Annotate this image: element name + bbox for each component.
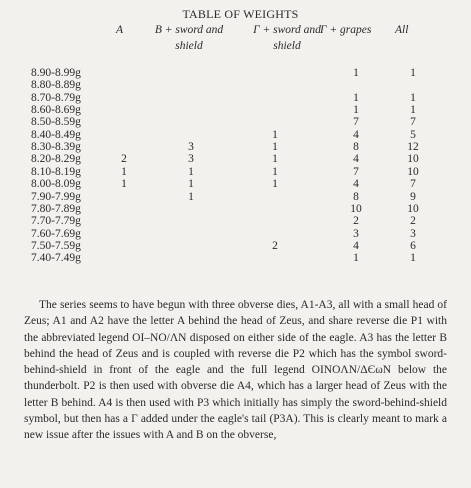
weight-label: 7.60-7.69g [31, 227, 81, 240]
table-cell-a: 1 [121, 165, 127, 178]
table-cell-b: 1 [188, 178, 194, 191]
table-cell-gg: 10 [350, 202, 362, 215]
table-cell-gs: 1 [272, 178, 278, 191]
table-cell-gg: 1 [353, 67, 359, 79]
weight-label: 8.60-8.69g [31, 104, 81, 117]
table-cell-all: 10 [407, 202, 419, 215]
column-header-line2: shield [273, 40, 301, 52]
table-cell-gs: 1 [272, 153, 278, 166]
table-cell-all: 10 [407, 153, 419, 166]
table-cell-all: 7 [410, 178, 416, 191]
table-cell-gg: 8 [353, 141, 359, 154]
weight-label: 8.80-8.89g [31, 79, 81, 92]
weight-label: 7.40-7.49g [31, 252, 81, 265]
column-header-all: All [395, 24, 409, 36]
weight-label: 7.50-7.59g [31, 239, 81, 252]
table-cell-all: 3 [410, 227, 416, 240]
table-cell-all: 1 [410, 91, 416, 104]
table-cell-all: 5 [410, 128, 416, 141]
column-header-a: A [116, 24, 124, 36]
table-cell-gg: 3 [353, 227, 359, 240]
table-cell-gs: 1 [272, 141, 278, 154]
column-header-line2: shield [175, 40, 203, 52]
table-cell-gg: 8 [353, 190, 359, 203]
weight-label: 8.90-8.99g [31, 67, 81, 79]
table-cell-b: 1 [188, 165, 194, 178]
table-cell-gg: 4 [353, 153, 359, 166]
table-cell-a: 1 [121, 178, 127, 191]
column-header-b-sword-shield [140, 22, 238, 54]
table-cell-gs: 1 [272, 165, 278, 178]
table-cell-all: 9 [410, 190, 416, 203]
table-cell-b: 3 [188, 153, 194, 166]
column-header-gamma-grapes: Γ + grapes [320, 24, 372, 36]
table-cell-gg: 7 [353, 165, 359, 178]
table-cell-gg: 1 [353, 91, 359, 104]
paragraph-text: The series seems to have begun with three obverse dies, A1-A3, all with a small head of Zeus; A1 and A2 have the letter A behind the head of Zeus, and share reverse die P1 with the abbreviated legend OI–NO/ΛN disposed on either side of the eagle. A3 has the letter B behind the head of Zeus and is coupled with reverse die P2 which has the symbol sword-behind-shield in front of the eagle and the full legend OINOΛN/ΔЄωN below the thunderbolt. P2 is then used with obverse die A4, which has a larger head of Zeus with the letter B behind. A4 is then used with P3 which initially has simply the sword-behind-shield symbol, but then has a Γ added under the eagle's tail (P3A). This is clearly meant to mark a new issue after the issues with A and B on the obverse, [24, 299, 447, 442]
body-paragraph [24, 297, 447, 444]
table-cell-b: 3 [188, 141, 194, 154]
weight-label: 8.20-8.29g [31, 153, 81, 166]
table-cell-gg: 1 [353, 104, 359, 117]
table-cell-b: 1 [188, 190, 194, 203]
weight-label: 8.70-8.79g [31, 91, 81, 104]
table-cell-gg: 4 [353, 128, 359, 141]
weight-label: 8.50-8.59g [31, 116, 81, 129]
table-cell-gg: 4 [353, 178, 359, 191]
table-cell-a: 2 [121, 153, 127, 166]
table-cell-all: 7 [410, 116, 416, 129]
table-cell-gs: 1 [272, 128, 278, 141]
table-cell-gg: 1 [353, 252, 359, 265]
table-cell-all: 12 [407, 141, 419, 154]
table-cell-all: 1 [410, 104, 416, 117]
weight-label: 8.00-8.09g [31, 178, 81, 191]
table-cell-gg: 4 [353, 239, 359, 252]
table-cell-gs: 2 [272, 239, 278, 252]
weight-label: 7.70-7.79g [31, 215, 81, 228]
table-cell-gg: 7 [353, 116, 359, 129]
weight-label: 7.80-7.89g [31, 202, 81, 215]
table-cell-all: 1 [410, 67, 416, 79]
table-cell-gg: 2 [353, 215, 359, 228]
weight-label: 8.10-8.19g [31, 165, 81, 178]
weight-label: 7.90-7.99g [31, 190, 81, 203]
column-header-line1: B + sword and [154, 24, 224, 36]
column-header-line1: Γ + sword and [253, 24, 321, 36]
table-cell-all: 2 [410, 215, 416, 228]
weight-label: 8.30-8.39g [31, 141, 81, 154]
table-title: TABLE OF WEIGHTS [182, 7, 299, 21]
table-cell-all: 1 [410, 252, 416, 265]
weight-label: 8.40-8.49g [31, 128, 81, 141]
table-cell-all: 6 [410, 239, 416, 252]
table-cell-all: 10 [407, 165, 419, 178]
